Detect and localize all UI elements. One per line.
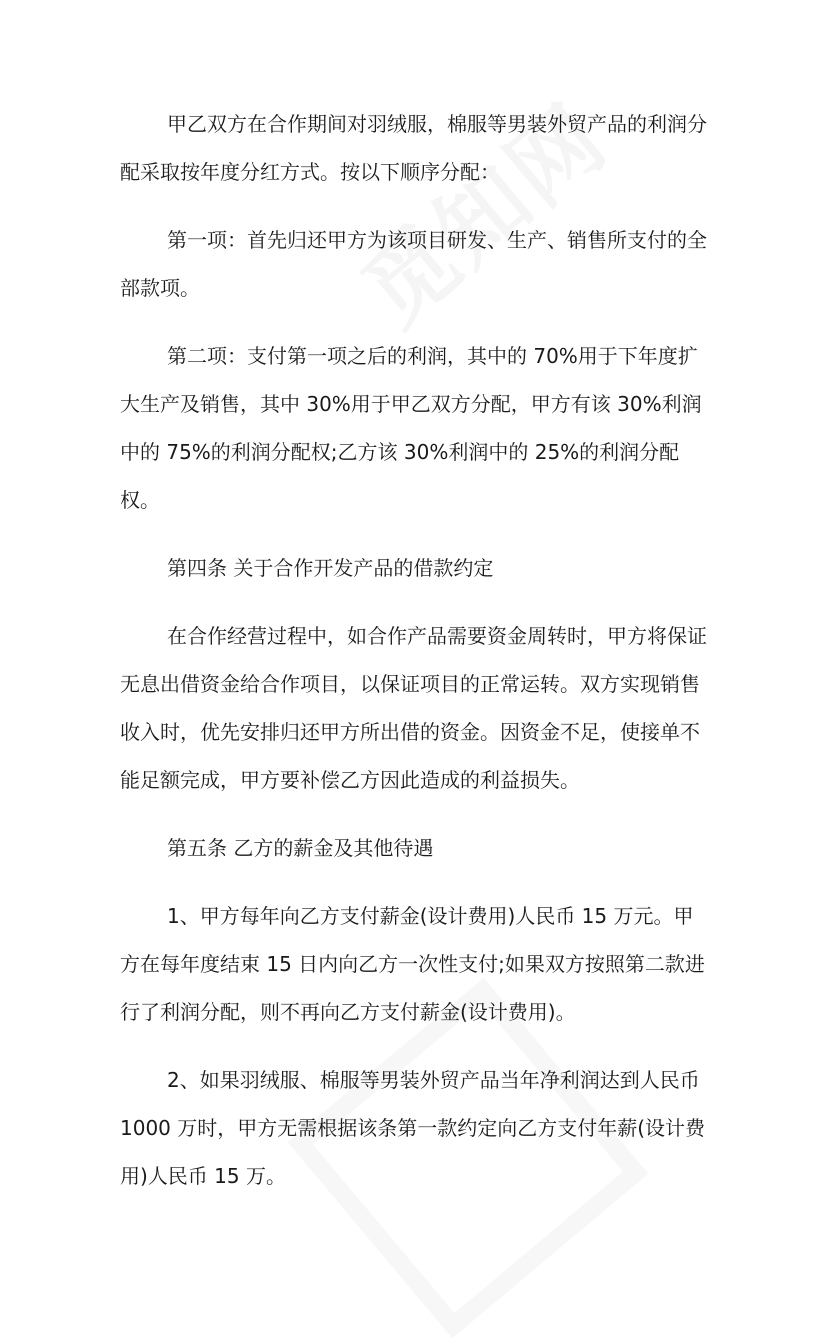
heading-article-four: 第四条 关于合作开发产品的借款约定 <box>167 556 494 580</box>
heading-article-five: 第五条 乙方的薪金及其他待遇 <box>167 836 434 860</box>
paragraph-profit-distribution: 甲乙双方在合作期间对羽绒服，棉服等男装外贸产品的利润分配采取按年度分红方式。按以下顺序分配： <box>120 112 707 184</box>
paragraph-item-one: 第一项：首先归还甲方为该项目研发、生产、销售所支付的全部款项。 <box>120 228 707 300</box>
document-page <box>120 100 710 1220</box>
paragraph-salary-clause-1: 1、甲方每年向乙方支付薪金(设计费用)人民币 15 万元。甲方在每年度结束 15 日内向乙方一次性支付;如果双方按照第二款进行了利润分配，则不再向乙方支付薪金(设计费用)。 <box>120 904 705 1024</box>
paragraph-loan-agreement: 在合作经营过程中，如合作产品需要资金周转时，甲方将保证无息出借资金给合作项目，以保证项目的正常运转。双方实现销售收入时，优先安排归还甲方所出借的资金。因资金不足，使接单不能足额完成，甲方要补偿乙方因此造成的利益损失。 <box>120 624 707 792</box>
paragraph-item-two: 第二项：支付第一项之后的利润，其中的 70%用于下年度扩大生产及销售，其中 30%用于甲乙双方分配，甲方有该 30%利润中的 75%的利润分配权;乙方该 30%利润中的 25%的利润分配权。 <box>120 344 702 512</box>
paragraph-salary-clause-2: 2、如果羽绒服、棉服等男装外贸产品当年净利润达到人民币 1000 万时，甲方无需根据该条第一款约定向乙方支付年薪(设计费用)人民币 15 万。 <box>120 1068 706 1188</box>
